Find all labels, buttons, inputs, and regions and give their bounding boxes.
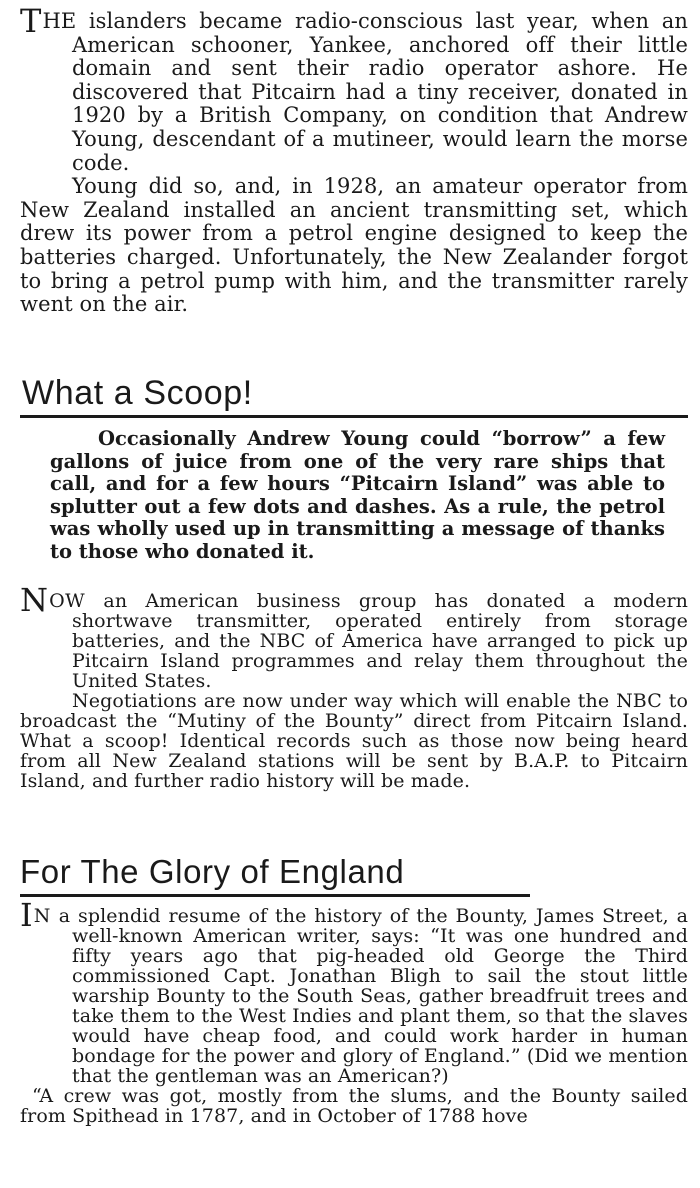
intro-dropcap: T <box>20 2 42 40</box>
scoop-boxed-paragraph: Occasionally Andrew Young could “borrow” a few gallons of juice from one of the very rare ships that call, and for a few hours “Pitcairn Island” was able to splutter out a few dots and dashes. As a rule, the petrol was wholly used up in transmitting a message of thanks to those who donated it. <box>50 427 665 563</box>
scoop-heading-rule <box>20 415 688 418</box>
intro-section <box>20 2 688 317</box>
now-paragraph-1-text: an American business group has donated a modern shortwave transmitter, operated entirely from storage batteries, and the NBC of America have arranged to pick up Pitcairn Island programmes and relay them throughout the United States. <box>72 590 688 692</box>
intro-paragraph-2: Young did so, and, in 1928, an amateur operator from New Zealand installed an ancient transmitting set, which drew its power from a petrol engine designed to keep the batteries charged. Unfortunately, the New Zealander forgot to bring a petrol pump with him, and the transmitter rarely went on the air. <box>20 174 688 317</box>
scoop-box <box>50 428 665 563</box>
scoop-heading-block <box>20 376 688 418</box>
glory-heading-block <box>20 855 688 897</box>
glory-dropcap: I <box>20 896 33 934</box>
glory-heading-rule <box>20 894 530 897</box>
now-lead-caps: OW <box>49 590 86 612</box>
now-paragraph-2: Negotiations are now under way which will enable the NBC to broadcast the “Mutiny of the Bounty” direct from Pitcairn Island. What a scoop! Identical records such as those now being heard from all New Zealand stations will be sent by B.A.P. to Pitcairn Island, and further radio history will be made. <box>20 690 688 792</box>
scoop-heading: What a Scoop! <box>22 374 253 412</box>
glory-paragraph-2: “A crew was got, mostly from the slums, and the Bounty sailed from Spithead in 1787, and in October of 1788 hove <box>20 1085 688 1127</box>
glory-heading: For The Glory of England <box>20 853 405 890</box>
now-paragraph-1 <box>20 581 688 692</box>
glory-lead-caps: N <box>33 905 51 927</box>
now-section <box>20 581 688 792</box>
now-dropcap: N <box>20 581 49 619</box>
intro-paragraph-1-text: HE islanders became radio-conscious last year, when an American schooner, Yankee, anchored off their little domain and sent their radio operator ashore. He discovered that Pitcairn had a tiny receiver, donated in 1920 by a British Company, on condition that Andrew Young, descendant of a mutineer, would learn the morse code. <box>42 9 688 175</box>
glory-paragraph-1-text: a splendid resume of the history of the Bounty, James Street, a well-known American writer, says: “It was one hundred and fifty years ago that pig-headed old George the Third commissioned Capt. Jonathan Bligh to sail the stout little warship Bounty to the South Seas, gather breadfruit trees and take them to the West Indies and plant them, so that the slaves would have cheap food, and could work harder in human bondage for the power and glory of England.” (Did we mention that the gentleman was an American?) <box>50 905 688 1087</box>
glory-paragraph-1 <box>20 896 688 1087</box>
intro-paragraph-1 <box>20 2 688 175</box>
glory-section <box>20 896 688 1127</box>
